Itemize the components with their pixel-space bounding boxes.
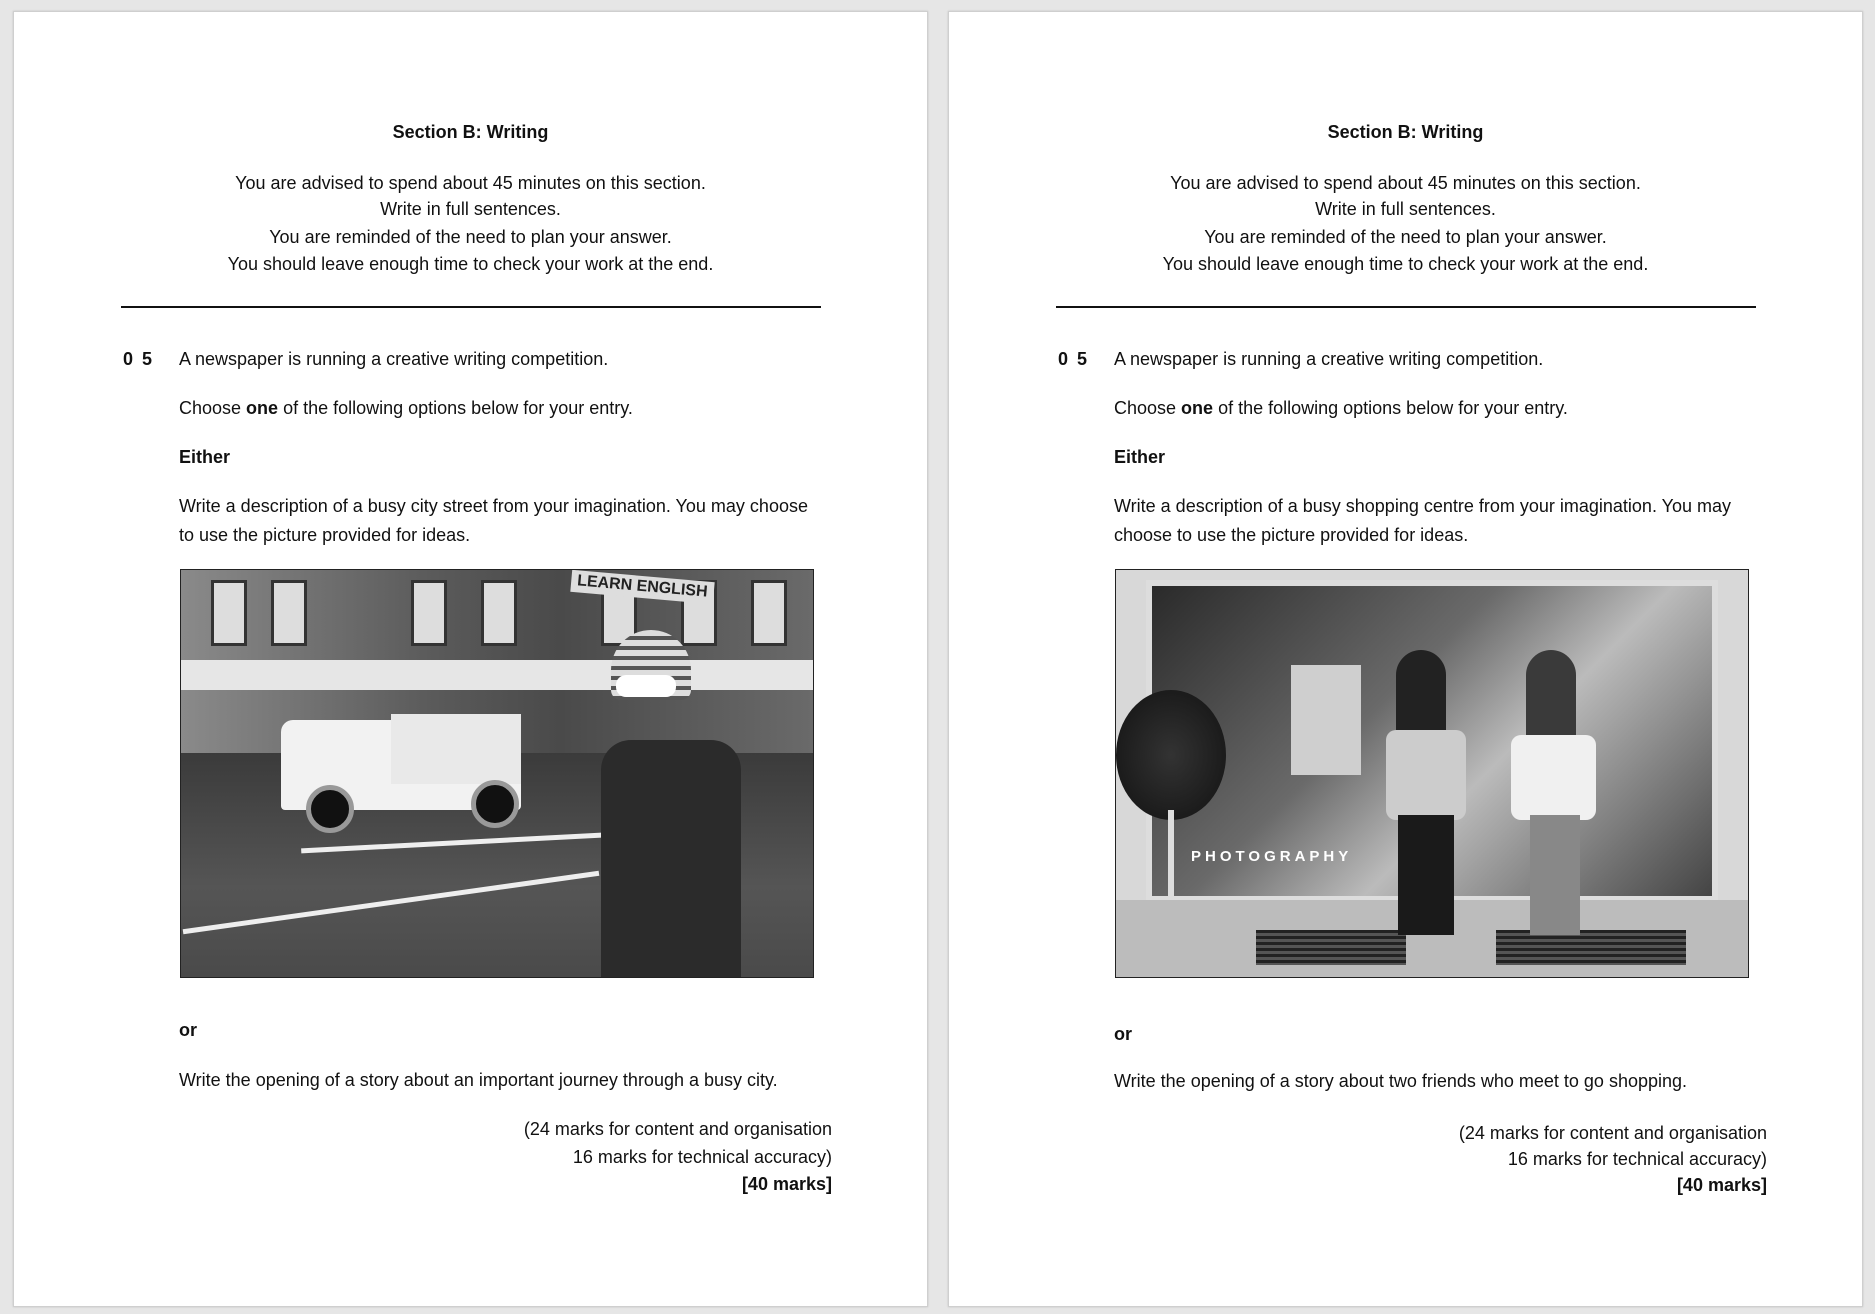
- section-title: Section B: Writing: [392, 122, 549, 142]
- choose-pre: Choose: [1114, 398, 1182, 418]
- choose-pre: Choose: [179, 398, 247, 418]
- marks-accuracy: 16 marks for technical accuracy): [572, 1147, 832, 1167]
- divider-rule: [1056, 306, 1756, 308]
- choose-post: of the following options below for your entry.: [278, 398, 633, 418]
- option2-text: Write the opening of a story about an important journey through a busy city.: [179, 1070, 778, 1090]
- section-title: Section B: Writing: [1327, 122, 1484, 142]
- question-number: 0 5: [1058, 349, 1090, 369]
- option1-text: choose to use the picture provided for ideas.: [1114, 525, 1469, 545]
- choose-instruction: [179, 397, 633, 419]
- question-intro: A newspaper is running a creative writing competition.: [1114, 349, 1544, 369]
- choose-bold: one: [246, 398, 279, 418]
- option1-text: Write a description of a busy city street from your imagination. You may choose: [179, 496, 808, 516]
- shopping-window-photo: [1115, 569, 1749, 978]
- choose-instruction: [1114, 397, 1568, 419]
- divider-rule: [121, 306, 821, 308]
- instruction-line: You should leave enough time to check your work at the end.: [1162, 254, 1649, 274]
- option1-text: Write a description of a busy shopping centre from your imagination. You may: [1114, 496, 1732, 516]
- marks-accuracy: 16 marks for technical accuracy): [1507, 1149, 1767, 1169]
- city-street-photo: [180, 569, 814, 978]
- shop-sign: LEARN ENGLISH: [570, 570, 714, 604]
- instruction-line: Write in full sentences.: [1315, 199, 1496, 219]
- instruction-line: You should leave enough time to check your work at the end.: [227, 254, 714, 274]
- question-number: 0 5: [123, 349, 155, 369]
- or-label: or: [1114, 1024, 1132, 1044]
- marks-total: [40 marks]: [1676, 1175, 1767, 1195]
- either-label: Either: [1114, 447, 1166, 467]
- document-page-left: [13, 11, 928, 1307]
- option1-text: to use the picture provided for ideas.: [179, 525, 471, 545]
- choose-post: of the following options below for your entry.: [1213, 398, 1568, 418]
- marks-content: (24 marks for content and organisation: [1458, 1123, 1767, 1143]
- question-intro: A newspaper is running a creative writing competition.: [179, 349, 609, 369]
- choose-bold: one: [1181, 398, 1214, 418]
- option2-text: Write the opening of a story about two friends who meet to go shopping.: [1114, 1071, 1688, 1091]
- or-label: or: [179, 1020, 197, 1040]
- marks-total: [40 marks]: [741, 1174, 832, 1194]
- instruction-line: You are reminded of the need to plan your answer.: [1204, 227, 1607, 247]
- instruction-line: You are reminded of the need to plan your answer.: [269, 227, 672, 247]
- window-lettering: PHOTOGRAPHY: [1191, 848, 1353, 865]
- document-page-right: [948, 11, 1863, 1307]
- either-label: Either: [179, 447, 231, 467]
- instruction-line: You are advised to spend about 45 minutes on this section.: [235, 173, 706, 193]
- instruction-line: Write in full sentences.: [380, 199, 561, 219]
- instruction-line: You are advised to spend about 45 minutes on this section.: [1170, 173, 1641, 193]
- marks-content: (24 marks for content and organisation: [523, 1119, 832, 1139]
